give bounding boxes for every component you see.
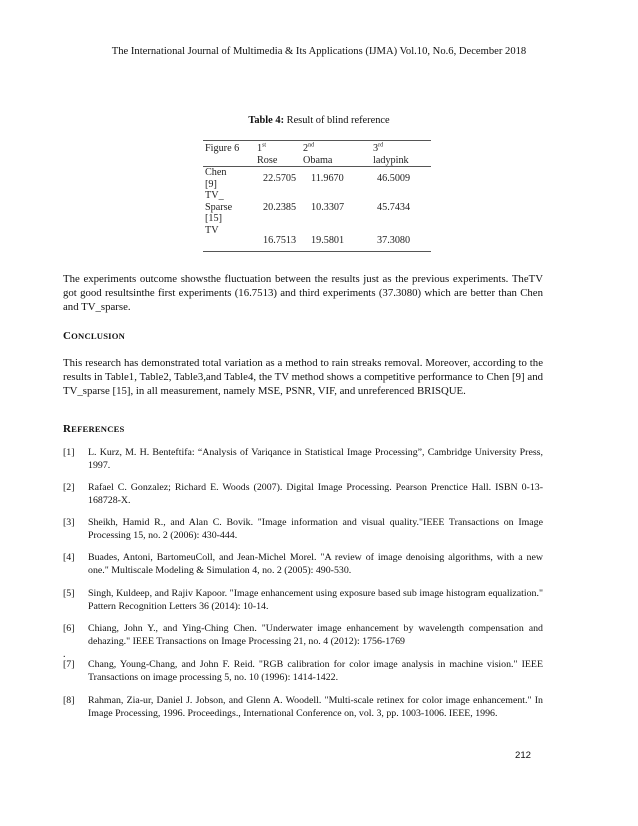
reference-item: [2] Rafael C. Gonzalez; Richard E. Woods (2007). Digital Image Processing. Pearson Prenctice Hall. ISBN 0-13-168728-X. [63,482,543,506]
table-caption-label: Table 4: [248,115,285,126]
table-cell: 10.3307 [311,201,345,213]
reference-item: [1] L. Kurz, M. H. Benteftifa: “Analysis of Variqance in Statistical Image Processing”, Cambridge University Press, 1997. [63,447,543,471]
table-cell: 22.5705 [263,172,297,184]
table-row-label: Chen [9] [205,167,227,190]
table-cell: 16.7513 [257,225,303,252]
table-cell: 19.5801 [303,225,373,252]
conclusion-heading: CONCLUSION [63,330,126,342]
table-cell: 45.7434 [377,201,411,213]
reference-item: [4] Buades, Antoni, BartomeuColl, and Jean-Michel Morel. "A review of image denoising algorithms, with a new one." Multiscale Modeling & Simulation 4, no. 2 (2005): 490-530. [63,552,543,576]
table-corner-cell: Figure 6 [203,141,257,167]
reference-item: [7] Chang, Young-Chang, and John F. Reid. "RGB calibration for color image analysis in machine vision." IEEE Transactions on image processing 5, no. 10 (1996): 1414-1422. [63,659,543,683]
table-col-header: 1st Rose [257,141,303,167]
table-row [203,190,431,225]
table-col-header: 3rd ladypink [373,141,431,167]
table-cell: 11.9670 [311,172,344,184]
page-number: 212 [515,750,532,761]
table-row-label: TV [203,225,257,252]
reference-item: [3] Sheikh, Hamid R., and Alan C. Bovik. "Image information and visual quality."IEEE Transactions on Image Processing 15, no. 2 (2006): 430-444. [63,517,543,541]
results-table [203,140,431,252]
reference-item: [5] Singh, Kuldeep, and Rajiv Kapoor. "Image enhancement using exposure based sub image histogram equalization." Pattern Recognition Letters 36 (2014): 10-14. [63,588,543,612]
table-cell: 46.5009 [377,172,411,184]
table-header-row [203,141,431,167]
references-heading: REFERENCES [63,423,125,435]
table-col-header: 2nd Obama [303,141,373,167]
table-cell: 20.2385 [263,201,297,213]
table-caption-text: Result of blind reference [284,115,390,126]
stray-dot: . [63,649,66,660]
results-paragraph: The experiments outcome showsthe fluctuation between the results just as the previous experiments. TheTV got good resultsinthe first experiments (16.7513) and third experiments (37.3080) which are better than Chen and TV_sparse. [63,273,543,314]
table-row-label: TV_ Sparse [15] [205,190,233,224]
table-cell: 37.3080 [373,225,431,252]
running-header: The International Journal of Multimedia & Its Applications (IJMA) Vol.10, No.6, December 2018 [111,46,527,57]
table-row [203,167,431,191]
table-caption [0,115,638,126]
reference-item: [6] Chiang, John Y., and Ying-Ching Chen. "Underwater image enhancement by wavelength compensation and dehazing." IEEE Transactions on Image Processing 21, no. 4 (2012): 1756-1769 [63,623,543,647]
conclusion-paragraph: This research has demonstrated total variation as a method to rain streaks removal. Moreover, according to the results in Table1, Table2, Table3,and Table4, the TV method shows a competitive performance to Chen [9] and TV_sparse [15], in all measurement, namely MSE, PSNR, VIF, and unreferenced BRISQUE. [63,357,543,398]
reference-item: [8] Rahman, Zia-ur, Daniel J. Jobson, and Glenn A. Woodell. "Multi-scale retinex for color image enhancement." In Image Processing, 1996. Proceedings., International Conference on, vol. 3, pp. 1003-1006. IEEE, 1996. [63,695,543,719]
table-row [203,225,431,252]
